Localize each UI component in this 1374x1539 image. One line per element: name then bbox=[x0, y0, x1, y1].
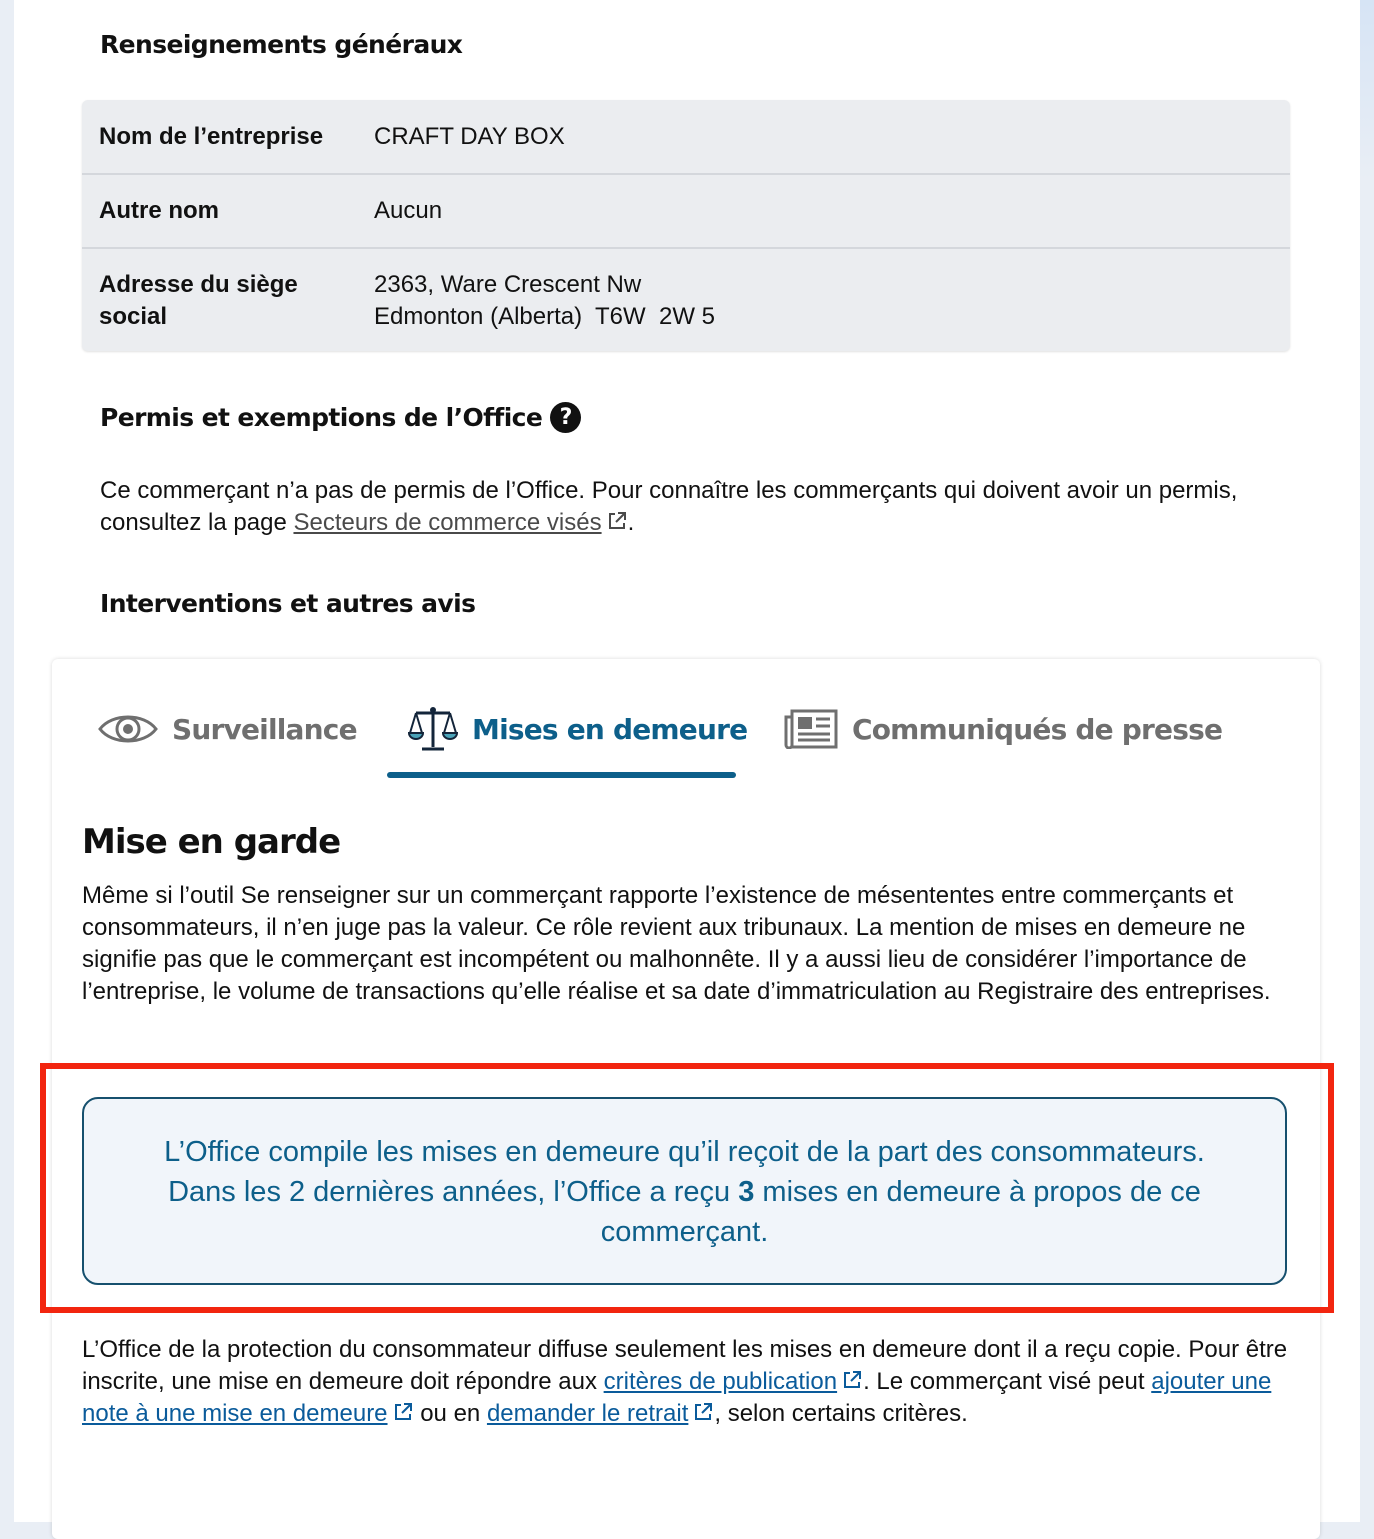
row-value bbox=[374, 269, 1290, 351]
background-decoration bbox=[1360, 0, 1374, 180]
permits-heading-text: Permis et exemptions de l’Office bbox=[100, 403, 543, 432]
sectors-link[interactable] bbox=[293, 509, 627, 536]
permits-text bbox=[100, 475, 1270, 539]
tab-label: Communiqués de presse bbox=[852, 712, 1223, 746]
table-row bbox=[82, 173, 1290, 247]
scales-icon bbox=[408, 705, 458, 753]
row-value: CRAFT DAY BOX bbox=[374, 122, 565, 150]
notice-text: Dans les 2 dernières années, l’Office a reçu bbox=[168, 1176, 739, 1208]
permits-text-end: . bbox=[627, 509, 635, 536]
warning-title: Mise en garde bbox=[82, 822, 341, 862]
table-row bbox=[82, 247, 1290, 351]
publication-criteria-link[interactable] bbox=[604, 1368, 863, 1395]
help-icon[interactable]: ? bbox=[550, 402, 581, 433]
footer-text bbox=[82, 1334, 1292, 1430]
footer-text-part: ou en bbox=[413, 1400, 487, 1427]
warning-text: Même si l’outil Se renseigner sur un commerçant rapporte l’existence de mésententes entre commerçants et consommateurs, il n’en juge pas la valeur. Ce rôle revient aux tribunaux. La mention de mises en demeure ne signifie pas que le commerçant est incompétent ou malhonnête. Il y a aussi lieu de considérer l’importance de l’entreprise, le volume de transactions qu’elle réalise et sa date d’immatriculation au Registraire des entreprises. bbox=[82, 882, 1271, 1005]
general-info-heading: Renseignements généraux bbox=[100, 30, 463, 59]
row-key: Nom de l’entreprise bbox=[99, 122, 324, 150]
tab-label: Surveillance bbox=[172, 712, 357, 746]
newspaper-icon bbox=[784, 709, 838, 749]
row-key-line: Adresse du siège bbox=[99, 271, 298, 298]
notice-line: L’Office compile les mises en demeure qu’il reçoit de la part des consommateurs. bbox=[164, 1136, 1205, 1168]
row-key: Autre nom bbox=[99, 197, 219, 224]
external-link-icon bbox=[841, 1369, 863, 1391]
row-key bbox=[82, 269, 374, 351]
tab-label: Mises en demeure bbox=[472, 712, 748, 746]
external-link-icon bbox=[692, 1401, 714, 1423]
permits-heading bbox=[100, 403, 581, 435]
active-tab-indicator bbox=[387, 772, 736, 778]
link-label: demander le retrait bbox=[486, 1400, 689, 1427]
external-link-icon bbox=[392, 1401, 414, 1423]
footer-text-part: L’Office de la protection du consommateur diffuse seulement les mises en demeure dont il a reçu copie. Pour être inscrite, une mise en demeure doit répondre aux bbox=[82, 1336, 1288, 1395]
permits-text-body: Ce commerçant n’a pas de permis de l’Office. Pour connaître les commerçants qui doivent avoir un permis, consultez la page bbox=[100, 477, 1238, 536]
tab-bar bbox=[52, 659, 1320, 789]
tab-surveillance[interactable] bbox=[98, 699, 357, 759]
demand-letter-count: 3 bbox=[738, 1176, 755, 1208]
row-key-line: social bbox=[99, 303, 168, 330]
table-row bbox=[82, 100, 1290, 173]
interventions-heading: Interventions et autres avis bbox=[100, 589, 476, 618]
general-info-table bbox=[82, 100, 1290, 351]
footer-text-part: . Le commerçant visé peut bbox=[863, 1368, 1152, 1395]
tab-communiques[interactable] bbox=[784, 699, 1222, 759]
address-line: 2363, Ware Crescent Nw bbox=[374, 271, 642, 298]
notice-line: commerçant. bbox=[600, 1216, 769, 1248]
footer-text-part: , selon certains critères. bbox=[714, 1400, 968, 1427]
address-line: Edmonton (Alberta) T6W 2W 5 bbox=[374, 303, 716, 330]
row-value: Aucun bbox=[374, 197, 443, 224]
tab-mises-en-demeure[interactable] bbox=[408, 699, 747, 759]
sectors-link-label: Secteurs de commerce visés bbox=[293, 509, 602, 536]
external-link-icon bbox=[606, 510, 628, 532]
link-label: ajouter une note à une mise en demeure bbox=[82, 1368, 1272, 1427]
request-removal-link[interactable] bbox=[487, 1400, 714, 1427]
red-highlight-box bbox=[40, 1063, 1334, 1313]
link-label: critères de publication bbox=[603, 1368, 838, 1395]
eye-icon bbox=[98, 709, 158, 749]
notice-text: mises en demeure à propos de ce bbox=[754, 1176, 1201, 1208]
